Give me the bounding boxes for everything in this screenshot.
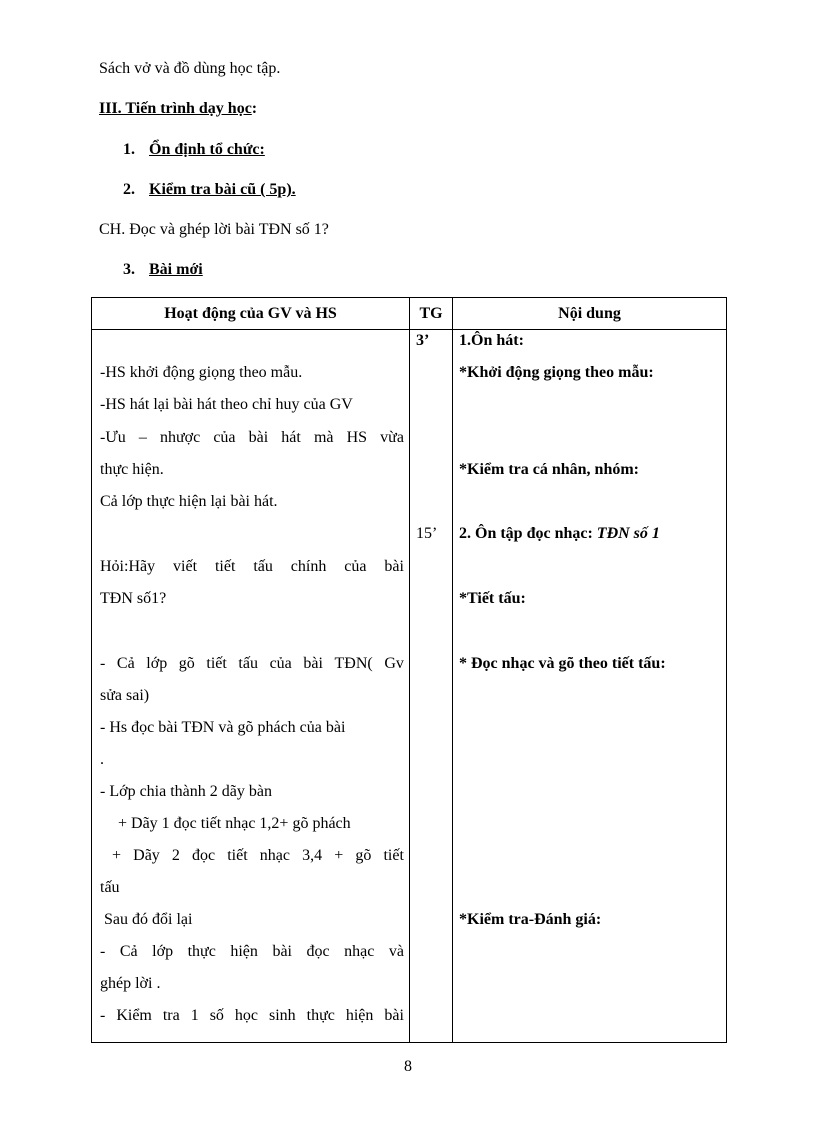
activity-word: tấu bbox=[238, 655, 258, 672]
list-item-1 bbox=[123, 141, 265, 159]
activity-word: và bbox=[388, 943, 404, 960]
time-value: 15’ bbox=[416, 525, 438, 542]
activity-word: HS bbox=[346, 429, 368, 446]
time-value: 3’ bbox=[416, 332, 430, 349]
content-doc-nhac: * Đọc nhạc và gõ theo tiết tấu: bbox=[459, 655, 666, 672]
activity-word: mà bbox=[313, 429, 334, 446]
header-time: TG bbox=[410, 298, 453, 330]
activity-word: Kiểm bbox=[116, 1007, 152, 1024]
activity-line: -HS hát lại bài hát theo chỉ huy của GV bbox=[100, 396, 353, 413]
activity-word: sinh bbox=[269, 1007, 296, 1024]
list-item-label: Ổn định tổ chức: bbox=[149, 141, 265, 158]
review-question: CH. Đọc và ghép lời bài TĐN số 1? bbox=[99, 221, 329, 238]
activity-line: TĐN số1? bbox=[100, 590, 167, 607]
activity-word: Cả bbox=[119, 943, 138, 960]
table-header-row bbox=[92, 298, 727, 330]
activity-word: đọc bbox=[192, 847, 216, 864]
activity-word: của bbox=[269, 655, 292, 672]
list-item-number: 1. bbox=[123, 141, 135, 158]
activity-word: nhược bbox=[159, 429, 201, 446]
activity-word: nhạc bbox=[259, 847, 290, 864]
activity-word: của bbox=[213, 429, 236, 446]
activity-word: lớp bbox=[146, 655, 168, 672]
list-item-number: 3. bbox=[123, 261, 135, 278]
activity-word: bài bbox=[384, 558, 404, 575]
section-heading-colon: : bbox=[251, 100, 258, 117]
list-item-3 bbox=[123, 261, 203, 279]
activity-word: + bbox=[334, 847, 344, 864]
activity-word: lớp bbox=[152, 943, 174, 960]
activity-word: bài bbox=[303, 655, 323, 672]
activity-line: Cả lớp thực hiện lại bài hát. bbox=[100, 493, 278, 510]
activity-word: chính bbox=[290, 558, 327, 575]
activity-word: tiết bbox=[227, 847, 248, 864]
content-tiet-tau: *Tiết tấu: bbox=[459, 590, 526, 607]
materials-line: Sách vở và đồ dùng học tập. bbox=[99, 60, 281, 77]
activity-word: thực bbox=[306, 1007, 335, 1024]
time-cell bbox=[410, 330, 453, 1043]
activity-word: Gv bbox=[384, 655, 404, 672]
activity-word: hiện bbox=[230, 943, 258, 960]
activity-word: gõ bbox=[355, 847, 372, 864]
activity-line bbox=[112, 847, 404, 865]
activity-word: viết bbox=[173, 558, 198, 575]
activity-line: -HS khởi động giọng theo mẫu. bbox=[100, 364, 303, 381]
content-on-tap-emphasis: TĐN số 1 bbox=[596, 525, 660, 542]
content-on-tap-doc-nhac bbox=[459, 525, 660, 543]
activity-line: Sau đó đổi lại bbox=[104, 911, 193, 928]
activity-word: – bbox=[138, 429, 147, 446]
activity-word: vừa bbox=[380, 429, 404, 446]
activity-word: bài bbox=[272, 943, 292, 960]
activity-word: nhạc bbox=[344, 943, 375, 960]
activity-line bbox=[100, 943, 404, 961]
activity-word: Hỏi:Hãy bbox=[100, 558, 156, 575]
activity-word: số bbox=[209, 1007, 224, 1024]
activity-word: của bbox=[344, 558, 367, 575]
activity-word: - bbox=[100, 655, 106, 672]
activity-word: Dãy bbox=[133, 847, 160, 864]
lesson-table bbox=[91, 297, 727, 1043]
activity-line bbox=[100, 655, 404, 673]
content-khoi-dong: *Khởi động giọng theo mẫu: bbox=[459, 364, 654, 381]
activity-word: tấu bbox=[253, 558, 273, 575]
activity-word: học bbox=[234, 1007, 259, 1024]
activity-line bbox=[100, 558, 404, 576]
activity-word: hiện bbox=[345, 1007, 374, 1024]
activity-line bbox=[100, 1007, 404, 1025]
content-danh-gia: *Kiểm tra-Đánh giá: bbox=[459, 911, 602, 928]
activity-word: 3,4 bbox=[302, 847, 323, 864]
activity-word: Cả bbox=[116, 655, 135, 672]
list-item-2 bbox=[123, 181, 296, 199]
activity-word: tiết bbox=[214, 558, 236, 575]
activity-word: tiết bbox=[206, 655, 227, 672]
activity-word: tra bbox=[162, 1007, 180, 1024]
activity-word: - bbox=[100, 1007, 106, 1024]
content-cell bbox=[453, 330, 727, 1043]
activity-line: - Lớp chia thành 2 dãy bàn bbox=[100, 783, 272, 800]
activity-line: - Hs đọc bài TĐN và gõ phách của bài bbox=[100, 719, 346, 736]
activity-word: TĐN( bbox=[334, 655, 373, 672]
list-item-label: Bài mới bbox=[149, 261, 203, 278]
activity-line bbox=[100, 429, 404, 447]
activity-word: 2 bbox=[171, 847, 180, 864]
activity-word: bài bbox=[384, 1007, 404, 1024]
list-item-label: Kiểm tra bài cũ ( 5p). bbox=[149, 181, 296, 198]
activity-line: tấu bbox=[100, 879, 120, 896]
activity-word: -Ưu bbox=[100, 429, 126, 446]
activity-word: gõ bbox=[178, 655, 195, 672]
activity-word: hát bbox=[281, 429, 301, 446]
section-heading-text: III. Tiến trình dạy học bbox=[99, 100, 252, 117]
activity-line: sửa sai) bbox=[100, 687, 150, 704]
activity-word: 1 bbox=[190, 1007, 199, 1024]
activity-line: . bbox=[100, 751, 104, 768]
activity-word: - bbox=[100, 943, 106, 960]
activity-line: thực hiện. bbox=[100, 461, 164, 478]
activity-word: thực bbox=[187, 943, 216, 960]
activities-cell bbox=[92, 330, 410, 1043]
header-activities: Hoạt động của GV và HS bbox=[92, 298, 410, 330]
list-item-number: 2. bbox=[123, 181, 135, 198]
content-on-tap-prefix: 2. Ôn tập đọc nhạc: bbox=[459, 525, 597, 542]
activity-word: tiết bbox=[383, 847, 404, 864]
activity-line: + Dãy 1 đọc tiết nhạc 1,2+ gõ phách bbox=[118, 815, 351, 832]
activity-word: + bbox=[112, 847, 122, 864]
header-content: Nội dung bbox=[453, 298, 727, 330]
page-number: 8 bbox=[404, 1058, 412, 1075]
content-on-hat: 1.Ôn hát: bbox=[459, 332, 524, 349]
content-kiem-tra-ca-nhan: *Kiểm tra cá nhân, nhóm: bbox=[459, 461, 639, 478]
section-heading bbox=[99, 100, 257, 118]
activity-word: đọc bbox=[306, 943, 330, 960]
activity-line: ghép lời . bbox=[100, 975, 161, 992]
table-row bbox=[92, 330, 727, 1043]
activity-word: bài bbox=[248, 429, 269, 446]
